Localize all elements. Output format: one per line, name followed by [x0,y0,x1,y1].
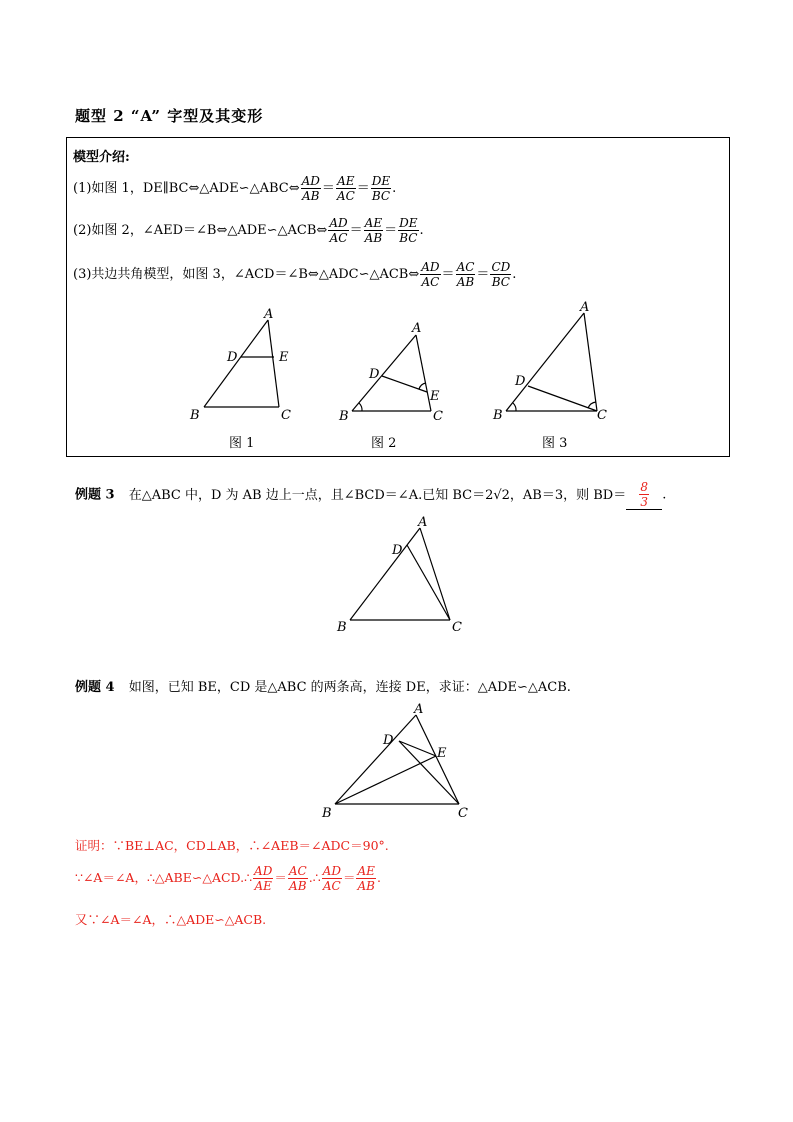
fig3-label-b: B [493,408,503,423]
ex4-label-a: A [414,702,424,717]
line1-frac-2: $\frac{AE}{AC}$ [336,174,355,203]
ex3-label-c: C [452,620,462,635]
figure-1 [204,320,279,407]
example-3-text: 在△ABC 中，D 为 AB 边上一点，且∠BCD＝∠A.已知 BC＝2√2，AB＝3，则 BD＝ [128,487,627,503]
fig1-label-c: C [281,408,291,423]
section-title: 题型 2 “A” 字型及其变形 [75,107,264,125]
line1-frac-1: $\frac{AD}{AB}$ [301,174,320,203]
line3-frac-3: $\frac{CD}{BC}$ [491,260,511,289]
ex3-label-a: A [418,515,428,530]
example-4-figure [315,700,485,825]
line1-text: DE∥BC⇔△ADE∽△ABC⇔ [142,181,300,196]
fig1-label-b: B [190,408,200,423]
fig1-label-e: E [279,350,289,365]
line2-prefix: (2)如图 2， [73,223,143,238]
example-3: 例题 3 在△ABC 中，D 为 AB 边上一点，且∠BCD＝∠A.已知 BC＝2√2，AB＝3，则 BD＝ $\frac{8}{3}$ . [75,480,667,509]
example-3-label: 例题 3 [75,487,115,503]
line2-text: ∠AED＝∠B⇔△ADE∽△ACB⇔ [142,223,328,238]
example-4-text: 如图，已知 BE，CD 是△ABC 的两条高，连接 DE，求证：△ADE∽△ACB. [128,680,571,695]
proof-line-2-b: .∴ [308,870,321,885]
line2-frac-1: $\frac{AD}{AC}$ [329,216,348,245]
line3-prefix: (3)共边共角模型，如图 3， [73,267,234,282]
model-line-2: (2)如图 2，∠AED＝∠B⇔△ADE∽△ACB⇔ $\frac{AD}{AC}$ ＝ $\frac{AE}{AB}$ ＝ $\frac{DE}{BC}$ . [73,216,424,245]
figure-3 [506,313,597,411]
caption-fig2: 图 2 [371,436,397,451]
ex4-label-e: E [437,746,447,761]
line3-frac-2: $\frac{AC}{AB}$ [456,260,475,289]
fig2-label-c: C [433,409,443,424]
proof-eq-1: ＝ [274,870,287,885]
fig1-label-d: D [227,350,238,365]
model-heading: 模型介绍: [73,150,130,165]
fig3-label-c: C [597,408,607,423]
proof-frac-3: $\frac{AD}{AC}$ [322,864,341,893]
fig3-label-a: A [580,300,590,315]
line2-frac-3: $\frac{DE}{BC}$ [399,216,418,245]
fig2-label-b: B [339,409,349,424]
ex3-label-b: B [337,620,347,635]
proof-frac-1: $\frac{AD}{AE}$ [254,864,273,893]
example-3-answer: $\frac{8}{3}$ [640,480,649,509]
ex4-label-b: B [322,806,332,821]
proof-line-2-a: ∵∠A＝∠A，∴△ABE∽△ACD.∴ [75,870,253,885]
line3-frac-1: $\frac{AD}{AC}$ [421,260,440,289]
proof-line-2: ∵∠A＝∠A，∴△ABE∽△ACD.∴ $\frac{AD}{AE}$ ＝ $\frac{AC}{AB}$ .∴ $\frac{AD}{AC}$ ＝ $\frac{AE}{AB}$ . [75,864,381,893]
caption-fig3: 图 3 [542,436,568,451]
fig2-label-d: D [369,367,380,382]
example-4 [75,676,571,695]
fig3-label-d: D [515,374,526,389]
example-3-figure [330,510,470,635]
caption-fig1: 图 1 [229,436,255,451]
ex4-label-c: C [458,806,468,821]
line2-frac-2: $\frac{AE}{AB}$ [364,216,383,245]
model-figures [0,0,793,470]
proof-line-3: 又∵∠A＝∠A，∴△ADE∽△ACB. [75,912,267,927]
model-line-3: (3)共边共角模型，如图 3，∠ACD＝∠B⇔△ADC∽△ACB⇔ $\frac{AD}{AC}$ ＝ $\frac{AC}{AB}$ ＝ $\frac{CD}{BC}$ . [73,260,517,289]
fig1-label-a: A [264,307,274,322]
line1-prefix: (1)如图 1， [73,181,143,196]
ex4-label-d: D [383,733,394,748]
fig2-label-a: A [412,321,422,336]
model-line-1: (1)如图 1，DE∥BC⇔△ADE∽△ABC⇔ $\frac{AD}{AB}$ ＝ $\frac{AE}{AC}$ ＝ $\frac{DE}{BC}$ . [73,174,397,203]
example-4-label: 例题 4 [75,680,115,695]
line3-text: ∠ACD＝∠B⇔△ADC∽△ACB⇔ [233,267,420,282]
proof-eq-2: ＝ [342,870,356,885]
ex3-label-d: D [392,543,403,558]
example-3-blank [626,480,662,510]
fig2-label-e: E [430,389,440,404]
proof-frac-2: $\frac{AC}{AB}$ [288,864,307,893]
proof-frac-4: $\frac{AE}{AB}$ [357,864,375,893]
figure-2 [352,335,431,411]
proof-line-1: 证明：∵BE⊥AC，CD⊥AB，∴∠AEB＝∠ADC＝90°. [75,838,389,853]
line1-frac-3: $\frac{DE}{BC}$ [371,174,391,203]
